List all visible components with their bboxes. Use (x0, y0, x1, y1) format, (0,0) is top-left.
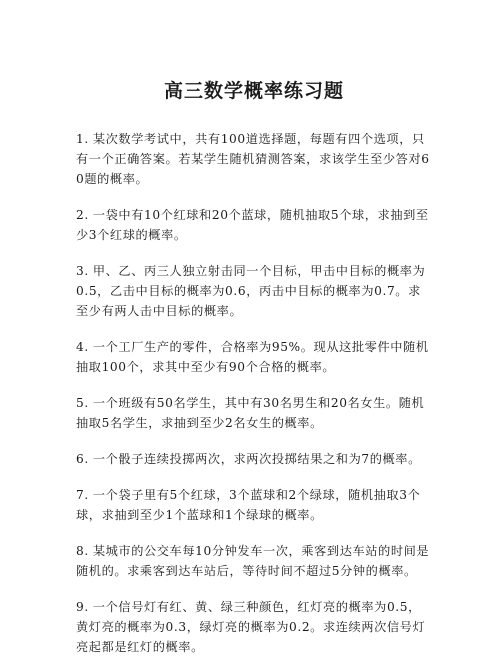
question-number: 8. (76, 544, 89, 558)
question-text: 一个袋子里有5个红球，3个蓝球和2个绿球，随机抽取3个球，求抽到至少1个蓝球和1个绿球的概率。 (76, 488, 421, 522)
question-item (76, 597, 432, 657)
question-item (76, 261, 432, 321)
question-item (76, 485, 432, 525)
question-list (76, 129, 432, 657)
question-number: 1. (76, 132, 89, 146)
question-number: 7. (76, 488, 89, 502)
question-number: 4. (76, 340, 89, 354)
question-item (76, 205, 432, 245)
question-text: 一个骰子连续投掷两次，求两次投掷结果之和为7的概率。 (92, 452, 421, 466)
question-number: 5. (76, 396, 89, 410)
question-number: 6. (76, 452, 89, 466)
question-number: 2. (76, 208, 89, 222)
question-text: 一个信号灯有红、黄、绿三种颜色，红灯亮的概率为0.5，黄灯亮的概率为0.3，绿灯亮的概率为0.2。求连续两次信号灯亮起都是红灯的概率。 (76, 600, 426, 654)
question-item (76, 337, 432, 377)
question-item (76, 449, 432, 469)
question-text: 甲、乙、丙三人独立射击同一个目标，甲击中目标的概率为0.5，乙击中目标的概率为0.6，丙击中目标的概率为0.7。求至少有两人击中目标的概率。 (76, 264, 426, 318)
page-title: 高三数学概率练习题 (163, 80, 344, 102)
question-item (76, 541, 432, 581)
question-number: 3. (76, 264, 89, 278)
question-number: 9. (76, 600, 89, 614)
question-text: 某城市的公交车每10分钟发车一次，乘客到达车站的时间是随机的。求乘客到达车站后，等待时间不超过5分钟的概率。 (76, 544, 430, 578)
question-text: 一袋中有10个红球和20个蓝球，随机抽取5个球，求抽到至少3个红球的概率。 (76, 208, 429, 242)
question-item (76, 393, 432, 433)
question-text: 一个工厂生产的零件，合格率为95%。现从这批零件中随机抽取100个，求其中至少有90个合格的概率。 (76, 340, 429, 374)
question-item (76, 129, 432, 189)
question-text: 一个班级有50名学生，其中有30名男生和20名女生。随机抽取5名学生，求抽到至少2名女生的概率。 (76, 396, 425, 430)
question-text: 某次数学考试中，共有100道选择题，每题有四个选项，只有一个正确答案。若某学生随机猜测答案，求该学生至少答对60题的概率。 (76, 132, 430, 186)
